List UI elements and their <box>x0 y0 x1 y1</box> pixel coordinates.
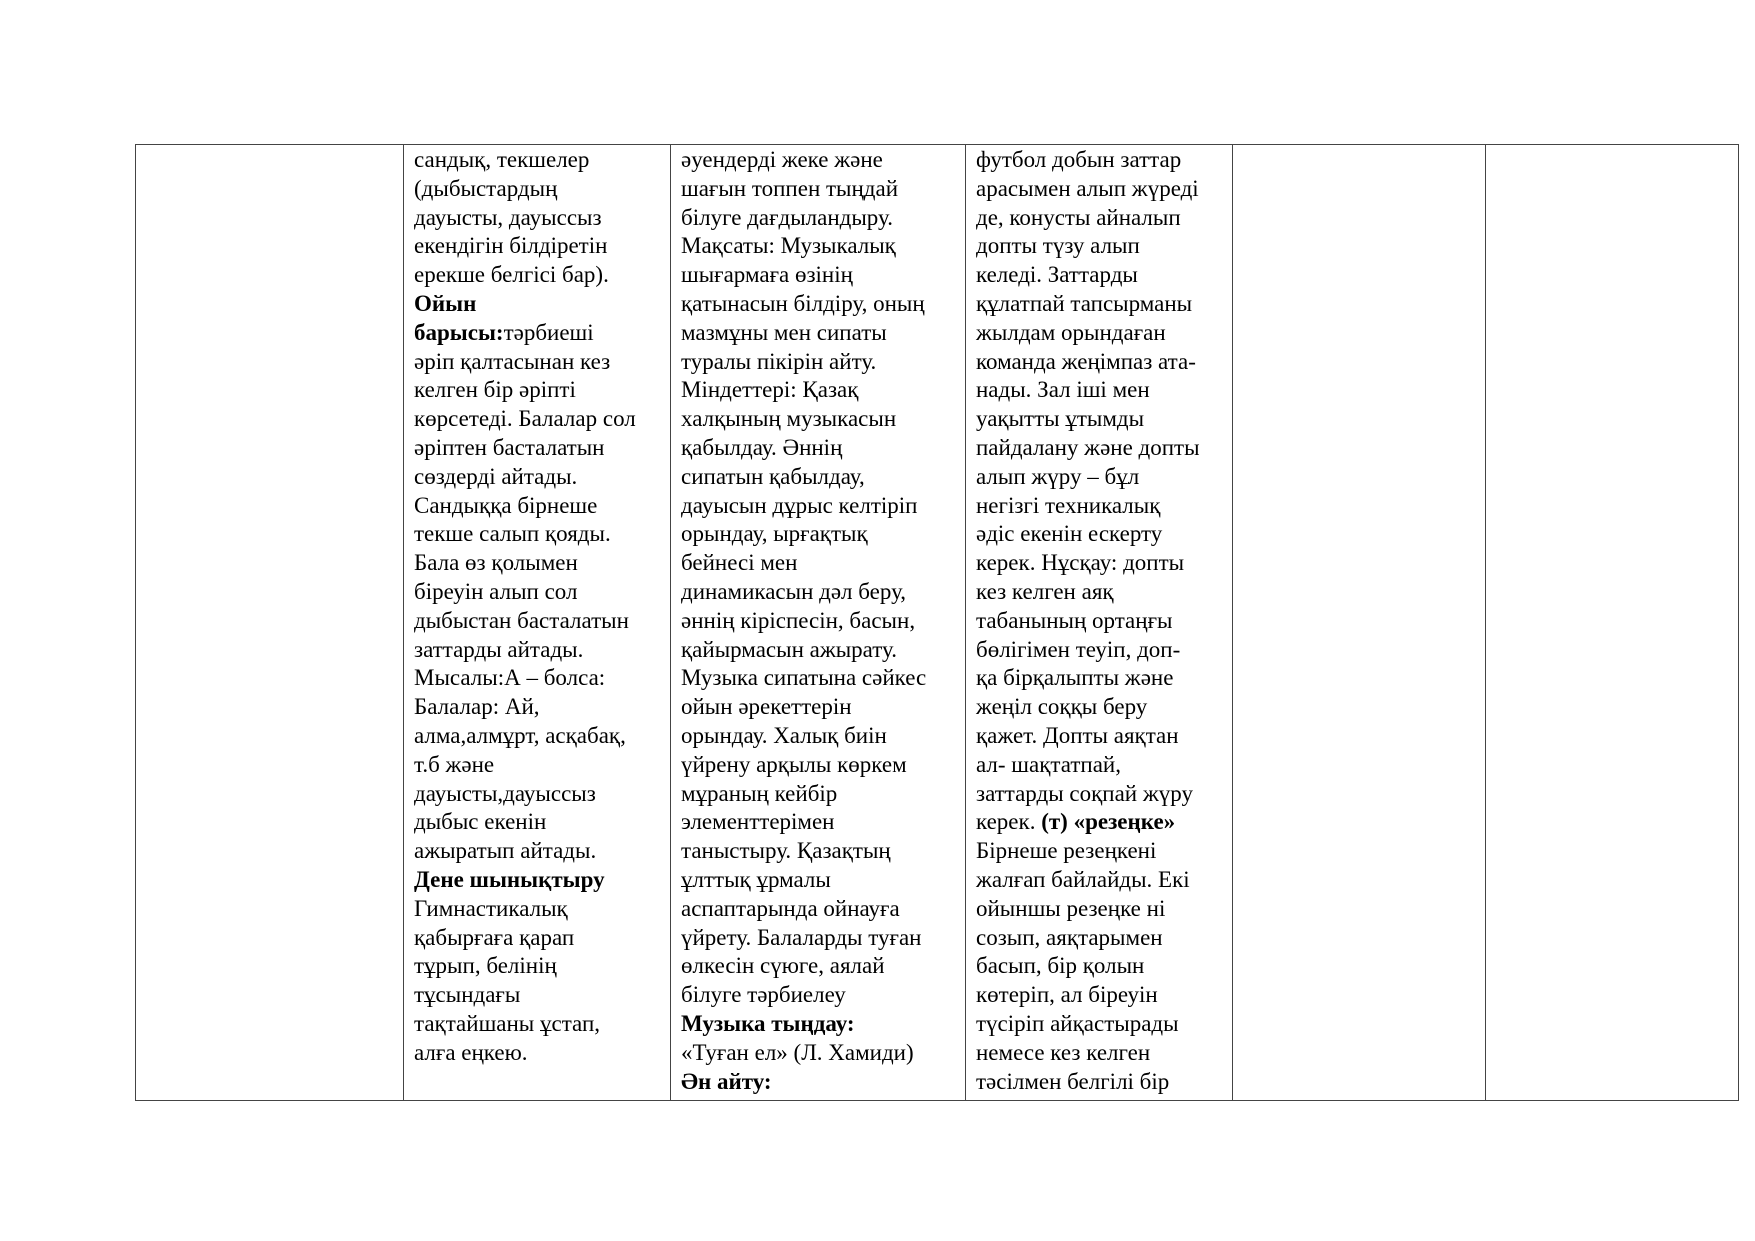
text-run: қатынасын білдіру, оның <box>681 290 925 316</box>
text-run: үйрену арқылы көркем <box>681 751 907 777</box>
plan-table <box>135 144 1739 1101</box>
text-line <box>976 1068 1224 1097</box>
bold-text-run: Ән айту: <box>681 1068 772 1094</box>
text-run: халқының музыкасын <box>681 406 897 432</box>
text-line <box>414 607 662 636</box>
table-row <box>136 145 1739 1101</box>
text-run: орындау, ырғақтық <box>681 521 868 547</box>
text-run: ойыншы резеңке ні <box>976 895 1166 921</box>
text-run: көрсетеді. Балалар сол <box>414 406 636 432</box>
text-line <box>681 636 957 665</box>
text-line <box>976 146 1224 175</box>
text-run: ерекше белгісі бар). <box>414 262 609 288</box>
text-line <box>681 664 957 693</box>
text-line <box>681 261 957 290</box>
text-run: бейнесі мен <box>681 550 798 576</box>
text-run: Сандыққа бірнеше <box>414 492 598 518</box>
text-line <box>681 319 957 348</box>
text-run: құлатпай тапсырманы <box>976 290 1193 316</box>
text-line <box>976 664 1224 693</box>
text-line <box>414 808 662 837</box>
text-run: футбол добын заттар <box>976 147 1182 172</box>
text-run: т.б және <box>414 751 495 777</box>
text-run: қабылдау. Әннің <box>681 434 843 460</box>
text-run: шағын топпен тыңдай <box>681 175 899 201</box>
text-run: біреуін алып сол <box>414 578 578 604</box>
text-line <box>681 981 957 1010</box>
text-run: алға еңкею. <box>414 1039 528 1065</box>
text-line <box>681 146 957 175</box>
text-run: басып, бір қолын <box>976 953 1145 979</box>
text-line <box>414 981 662 1010</box>
text-run: сипатын қабылдау, <box>681 463 865 489</box>
text-line <box>681 952 957 981</box>
text-line <box>976 549 1224 578</box>
text-run: тұсындағы <box>414 982 521 1008</box>
text-run: тәсілмен белгілі бір <box>976 1068 1170 1094</box>
text-run: негізгі техникалық <box>976 492 1161 518</box>
text-run: мазмұны мен сипаты <box>681 319 887 345</box>
text-line <box>976 578 1224 607</box>
text-line <box>414 405 662 434</box>
text-line <box>414 693 662 722</box>
text-line <box>681 290 957 319</box>
text-run: әдіс екенін ескерту <box>976 521 1163 547</box>
text-line <box>976 492 1224 521</box>
text-line <box>681 607 957 636</box>
text-line <box>414 348 662 377</box>
text-run: тұрып, белінің <box>414 953 557 979</box>
text-line <box>414 924 662 953</box>
text-run: нады. Зал іші мен <box>976 377 1150 403</box>
text-line <box>976 348 1224 377</box>
text-run: жалғап байлайды. Екі <box>976 866 1190 892</box>
text-line <box>681 492 957 521</box>
bold-text-run: барысы: <box>414 319 504 345</box>
text-line <box>414 952 662 981</box>
text-line <box>414 492 662 521</box>
text-run: Міндеттері: Қазақ <box>681 377 859 403</box>
text-line <box>976 290 1224 319</box>
text-line <box>681 751 957 780</box>
text-run: білуге дағдыландыру. <box>681 204 893 230</box>
text-run: дыбыстан басталатын <box>414 607 629 633</box>
text-run: Бірнеше резеңкені <box>976 838 1157 864</box>
text-line <box>414 780 662 809</box>
text-run: жылдам орындаған <box>976 319 1166 345</box>
text-line <box>976 261 1224 290</box>
bold-text-run: Ойын <box>414 290 477 316</box>
text-line <box>681 434 957 463</box>
text-run: қажет. Допты аяқтан <box>976 722 1179 748</box>
text-run: әріптен басталатын <box>414 434 605 460</box>
physical-activity-text <box>966 145 1232 1100</box>
text-line <box>414 520 662 549</box>
text-run: білуге тәрбиелеу <box>681 982 846 1008</box>
text-line <box>414 722 662 751</box>
text-run: кез келген аяқ <box>976 578 1114 604</box>
text-run: орындау. Халық биін <box>681 722 887 748</box>
text-line <box>681 405 957 434</box>
text-run: команда жеңімпаз ата- <box>976 348 1196 374</box>
text-line <box>976 924 1224 953</box>
text-run: жеңіл соққы беру <box>976 694 1148 720</box>
table-cell-6 <box>1486 145 1739 1101</box>
text-run: созып, аяқтарымен <box>976 924 1163 950</box>
text-line <box>976 636 1224 665</box>
text-line <box>681 780 957 809</box>
text-run: қайырмасын ажырату. <box>681 636 897 662</box>
text-line <box>414 837 662 866</box>
text-line <box>976 808 1224 837</box>
text-run: (дыбыстардың <box>414 175 558 201</box>
text-run: Гимнастикалық <box>414 895 568 921</box>
text-line <box>681 520 957 549</box>
text-run: Бала өз қолымен <box>414 550 578 576</box>
text-line <box>681 866 957 895</box>
table-cell-3 <box>671 145 966 1101</box>
text-run: үйрету. Балаларды туған <box>681 924 922 950</box>
music-lesson-text <box>671 145 965 1100</box>
text-run: арасымен алып жүреді <box>976 175 1199 201</box>
text-line <box>976 520 1224 549</box>
text-run: ал- шақтатпай, <box>976 751 1121 777</box>
text-line <box>681 924 957 953</box>
text-line <box>681 348 957 377</box>
text-line <box>976 204 1224 233</box>
text-line <box>681 549 957 578</box>
text-run: таныстыру. Қазақтың <box>681 838 891 864</box>
text-line <box>414 261 662 290</box>
text-line <box>976 693 1224 722</box>
text-run: қа бірқалыпты және <box>976 665 1174 691</box>
text-run: ұлттық ұрмалы <box>681 866 831 892</box>
text-run: текше салып қояды. <box>414 521 611 547</box>
text-line <box>976 780 1224 809</box>
text-run: бөлігімен теуіп, доп- <box>976 636 1181 662</box>
text-run: өлкесін сүюге, аялай <box>681 953 885 979</box>
text-line <box>681 895 957 924</box>
text-line <box>414 636 662 665</box>
text-run: қабырғаға қарап <box>414 924 575 950</box>
text-run: келген бір әріпті <box>414 377 576 403</box>
text-run: уақытты ұтымды <box>976 406 1145 432</box>
text-line <box>976 952 1224 981</box>
text-line <box>976 895 1224 924</box>
bold-text-run: Музыка тыңдау: <box>681 1010 855 1036</box>
text-line <box>414 751 662 780</box>
table-cell-5 <box>1233 145 1486 1101</box>
text-line <box>681 1068 957 1097</box>
text-line <box>414 290 662 319</box>
text-run: де, конусты айналып <box>976 204 1181 230</box>
text-line <box>976 463 1224 492</box>
text-run: динамикасын дәл беру, <box>681 578 907 604</box>
text-run: «Туған ел» (Л. Хамиди) <box>681 1039 914 1065</box>
text-line <box>681 837 957 866</box>
text-run: Балалар: Ай, <box>414 694 540 720</box>
text-run: алып жүру – бұл <box>976 463 1140 489</box>
text-run: Мысалы:А – болса: <box>414 665 606 691</box>
text-line <box>681 204 957 233</box>
bold-text-run: (т) «резеңке» <box>1041 809 1176 835</box>
text-line <box>414 319 662 348</box>
text-line <box>681 1010 957 1039</box>
text-line <box>976 837 1224 866</box>
text-run: туралы пікірін айту. <box>681 348 877 374</box>
text-run: әуендерді жеке және <box>681 147 883 172</box>
text-run: керек. Нұсқау: допты <box>976 550 1185 576</box>
text-line <box>681 175 957 204</box>
table-cell-1 <box>136 145 404 1101</box>
text-line <box>976 175 1224 204</box>
text-run: дауысты,дауыссыз <box>414 780 596 806</box>
text-line <box>976 1039 1224 1068</box>
text-line <box>414 463 662 492</box>
text-run: дыбыс екенін <box>414 809 547 835</box>
text-line <box>681 722 957 751</box>
text-line <box>976 866 1224 895</box>
text-run: сандық, текшелер <box>414 147 590 172</box>
text-line <box>414 175 662 204</box>
text-run: Мақсаты: Музыкалық <box>681 233 896 259</box>
text-line <box>976 232 1224 261</box>
text-run: аспаптарында ойнауға <box>681 895 900 921</box>
text-line <box>414 434 662 463</box>
text-run: Музыка сипатына сәйкес <box>681 665 927 691</box>
text-line <box>976 405 1224 434</box>
text-run: әріп қалтасынан кез <box>414 348 611 374</box>
text-line <box>681 376 957 405</box>
text-line <box>414 376 662 405</box>
text-line <box>414 578 662 607</box>
text-run: дауысты, дауыссыз <box>414 204 602 230</box>
text-line <box>976 434 1224 463</box>
text-line <box>681 808 957 837</box>
text-line <box>414 549 662 578</box>
text-line <box>414 664 662 693</box>
text-run: көтеріп, ал біреуін <box>976 982 1158 1008</box>
text-run: түсіріп айқастырады <box>976 1010 1179 1036</box>
text-run: ажыратып айтады. <box>414 838 597 864</box>
text-run: элементтерімен <box>681 809 835 835</box>
text-line <box>414 232 662 261</box>
text-line <box>976 607 1224 636</box>
text-line <box>681 232 957 261</box>
text-run: алма,алмұрт, асқабақ, <box>414 722 626 748</box>
text-run: әннің кіріспесін, басын, <box>681 607 916 633</box>
text-line <box>681 578 957 607</box>
text-line <box>414 1010 662 1039</box>
text-run: заттарды айтады. <box>414 636 584 662</box>
text-line <box>414 146 662 175</box>
text-run: шығармаға өзінің <box>681 262 853 288</box>
text-run: келеді. Заттарды <box>976 262 1138 288</box>
text-line <box>681 693 957 722</box>
game-description-text <box>404 145 670 1100</box>
text-run: сөздерді айтады. <box>414 463 578 489</box>
text-run: табанының ортаңғы <box>976 607 1173 633</box>
text-run: немесе кез келген <box>976 1039 1151 1065</box>
text-line <box>414 866 662 895</box>
text-line <box>976 722 1224 751</box>
text-line <box>976 981 1224 1010</box>
bold-text-run: Дене шынықтыру <box>414 866 605 892</box>
text-run: пайдалану және допты <box>976 434 1200 460</box>
table-cell-2 <box>404 145 671 1101</box>
text-run: тақтайшаны ұстап, <box>414 1010 600 1036</box>
text-run: мұраның кейбір <box>681 780 838 806</box>
text-line <box>681 1039 957 1068</box>
text-run: допты түзу алып <box>976 233 1140 259</box>
text-line <box>976 376 1224 405</box>
text-run: дауысын дұрыс келтіріп <box>681 492 918 518</box>
text-run: тәрбиеші <box>503 319 594 345</box>
text-run: екендігін білдіретін <box>414 233 608 259</box>
text-line <box>414 895 662 924</box>
text-line <box>976 319 1224 348</box>
text-run: заттарды соқпай жүру <box>976 780 1193 806</box>
text-line <box>976 751 1224 780</box>
text-run: ойын әрекеттерін <box>681 694 852 720</box>
text-run: керек. <box>976 809 1042 835</box>
text-line <box>976 1010 1224 1039</box>
text-line <box>414 1039 662 1068</box>
text-line <box>414 204 662 233</box>
table-cell-4 <box>966 145 1233 1101</box>
text-line <box>681 463 957 492</box>
